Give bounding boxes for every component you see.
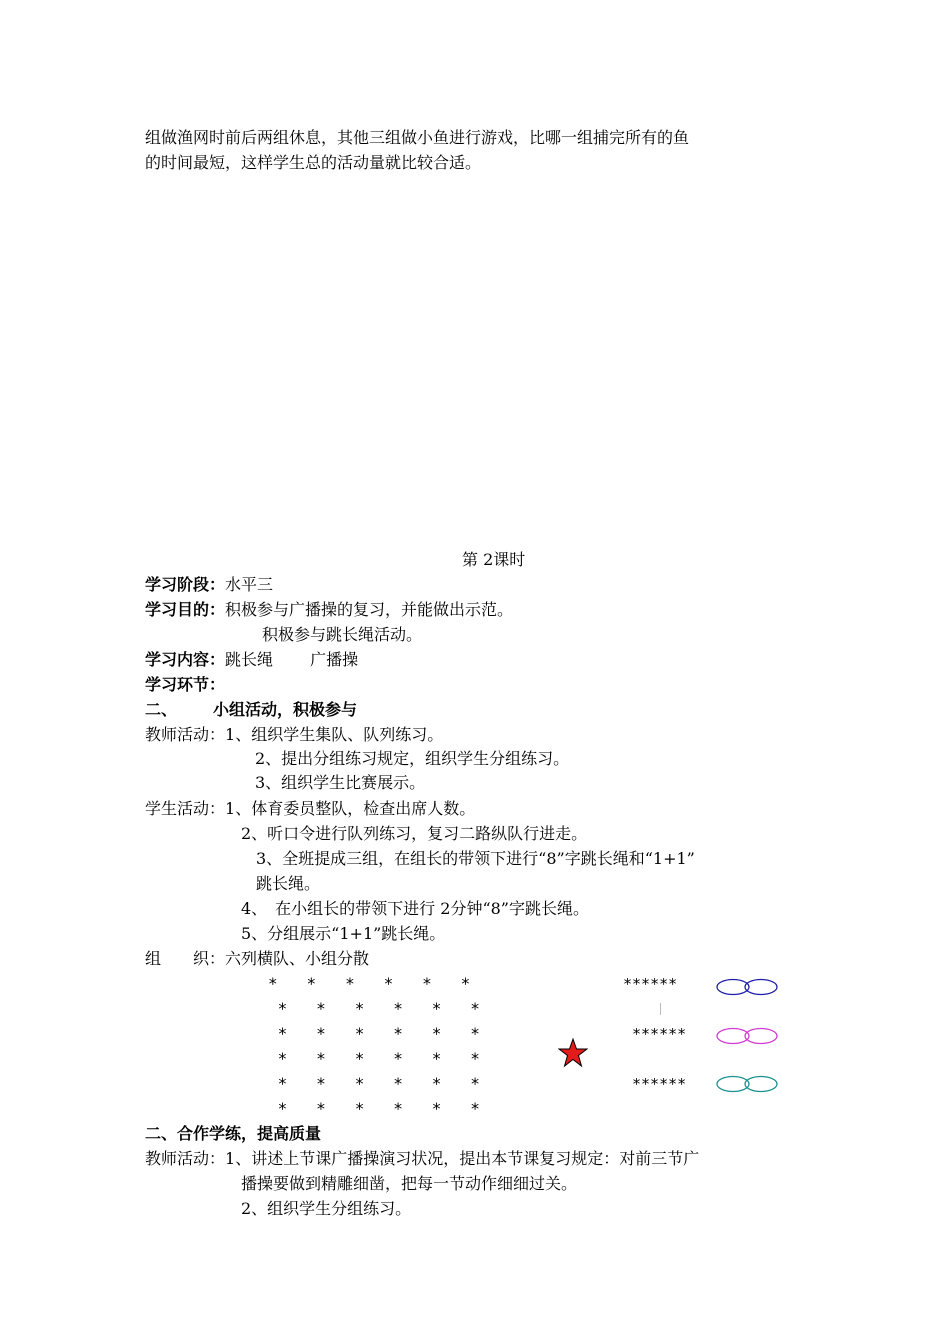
student1-item: 4、 在小组长的带领下进行 2分钟“8”字跳长绳。 (241, 899, 589, 918)
student1-item: 3、全班提成三组，在组长的带领下进行“8”字跳长绳和“1+1” (256, 849, 695, 868)
formation-row: * * * * * * (268, 974, 471, 993)
student1-label: 学生活动： (145, 799, 226, 818)
group-label: ****** (632, 1025, 687, 1043)
group-label: ****** (632, 1075, 687, 1093)
teacher-star-icon (558, 1038, 588, 1068)
section1-heading (145, 698, 357, 722)
teacher1-item: 3、组织学生比赛展示。 (255, 773, 426, 792)
stage-row (145, 573, 273, 597)
goal-label: 学习目的： (145, 600, 226, 619)
formation-row: * * * * * * (268, 999, 480, 1018)
steps-label: 学习环节： (145, 675, 226, 694)
formation-row: * * * * * * (268, 1024, 480, 1043)
long-rope-icon (716, 978, 778, 996)
lesson-title: 第 2课时 (462, 550, 526, 569)
section1-num: 二、 (145, 700, 178, 719)
formation-row: * * * * * * (268, 1074, 480, 1093)
paragraph-line-2: 的时间最短，这样学生总的活动量就比较合适。 (145, 153, 482, 172)
teacher2-label: 教师活动： (145, 1149, 226, 1168)
section1-title: 小组活动，积极参与 (213, 700, 358, 719)
group-label: ****** (623, 975, 678, 993)
stage-label: 学习阶段： (145, 575, 226, 594)
teacher2-item: 2、组织学生分组练习。 (241, 1199, 412, 1218)
org-label: 组 织： (145, 949, 226, 968)
teacher1-label: 教师活动： (145, 725, 226, 744)
long-rope-icon (716, 1027, 778, 1045)
student1-item: 5、分组展示“1+1”跳长绳。 (241, 924, 446, 943)
teacher1-row-1 (145, 723, 443, 747)
teacher2-item: 1、讲述上节课广播操演习状况，提出本节课复习规定：对前三节广 (225, 1149, 700, 1168)
formation-row: * * * * * * (268, 1099, 480, 1118)
goal-row (145, 598, 513, 622)
content-label: 学习内容： (145, 650, 226, 669)
content-row (145, 648, 358, 672)
student1-item: 跳长绳。 (256, 874, 321, 893)
org-row (145, 947, 369, 971)
teacher2-row-1 (145, 1147, 699, 1171)
goal-value-1: 积极参与广播操的复习，并能做出示范。 (225, 600, 514, 619)
formation-row: * * * * * * (268, 1049, 480, 1068)
student1-item: 2、听口令进行队列练习，复习二路纵队行进走。 (241, 824, 588, 843)
teacher2-item: 播操要做到精雕细凿，把每一节动作细细过关。 (241, 1174, 578, 1193)
section2-heading: 二、合作学练，提高质量 (145, 1124, 322, 1143)
long-rope-icon (716, 1075, 778, 1093)
student1-item: 1、体育委员整队，检查出席人数。 (225, 799, 476, 818)
paragraph-line-1: 组做渔网时前后两组休息，其他三组做小鱼进行游戏，比哪一组捕完所有的鱼 (145, 128, 690, 147)
goal-value-2: 积极参与跳长绳活动。 (262, 625, 423, 644)
student1-row-1 (145, 797, 475, 821)
stage-value: 水平三 (225, 575, 274, 594)
org-value: 六列横队、小组分散 (225, 949, 370, 968)
teacher1-item: 1、组织学生集队、队列练习。 (225, 725, 444, 744)
divider-tick (660, 1003, 661, 1015)
teacher1-item: 2、提出分组练习规定，组织学生分组练习。 (255, 749, 570, 768)
content-value: 跳长绳 广播操 (225, 650, 359, 669)
